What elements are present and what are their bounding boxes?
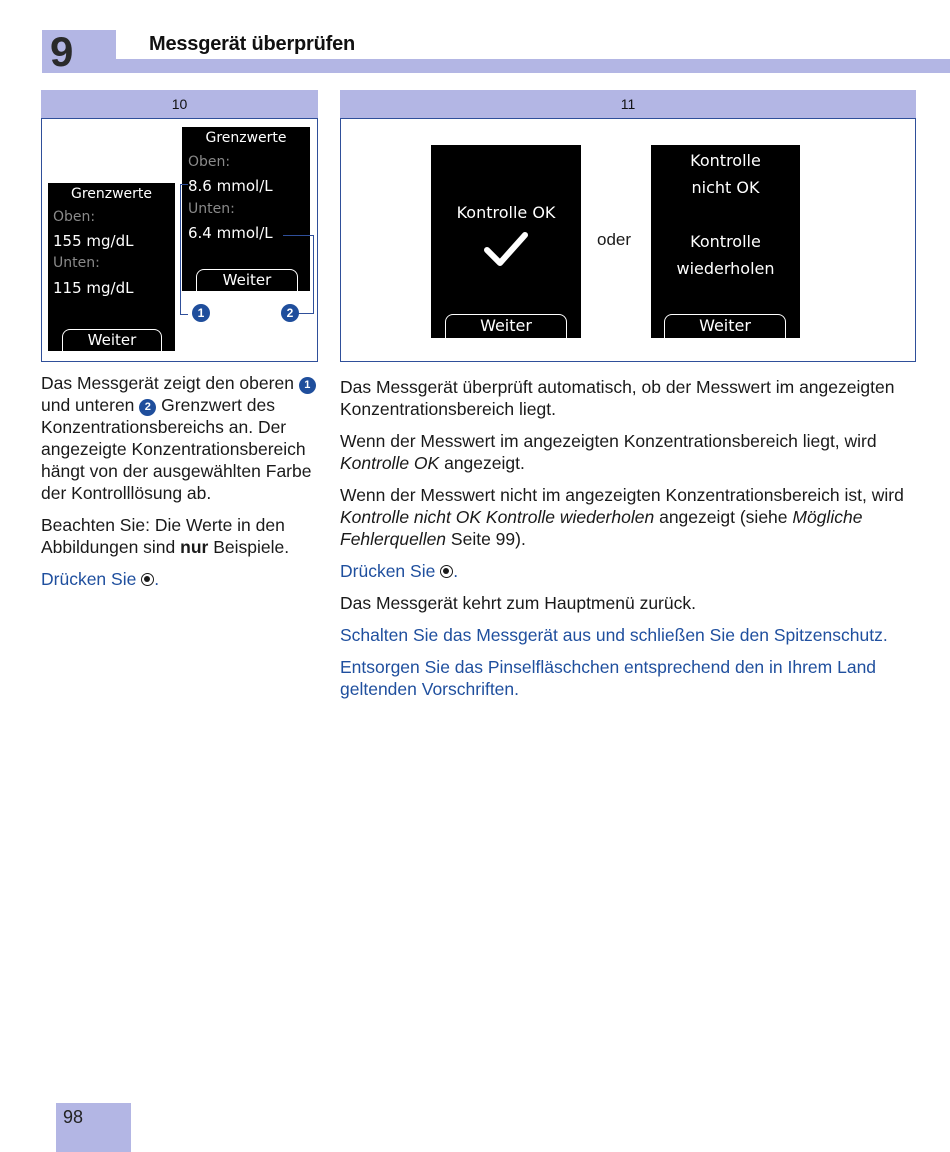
lower-limit-value: 6.4 mmol/L <box>188 224 273 242</box>
control-ok-text: Kontrolle OK <box>456 203 556 222</box>
fail-line-3: Kontrolle <box>690 232 761 251</box>
paragraph-not-ok: Wenn der Messwert nicht im angezeigten Konzentrationsbereich ist, wird Kontrolle nicht OK Kontrolle wiederholen angezeigt (siehe Mögliche Fehlerquellen Seite 99). <box>340 485 904 549</box>
callout-line-lower <box>283 235 314 314</box>
upper-limit-value: 155 mg/dL <box>53 232 134 250</box>
instruction-switch-off: Schalten Sie das Messgerät aus und schließen Sie den Spitzenschutz. <box>340 625 888 645</box>
figure-10-header <box>41 90 318 118</box>
callout-line-upper <box>180 184 188 315</box>
fail-line-2: nicht OK <box>691 178 760 197</box>
weiter-button[interactable]: Weiter <box>664 314 786 338</box>
paragraph-limits: Das Messgerät zeigt den oberen 1 und unteren 2 Grenzwert des Konzentrationsbereichs an. Der angezeigte Konzentrationsbereich hängt von der ausgewählten Farbe der Kontrolllösung ab. <box>41 372 318 504</box>
paragraph-note: Beachten Sie: Die Werte in den Abbildungen sind nur Beispiele. <box>41 515 290 557</box>
figure-11-number: 11 <box>620 96 636 112</box>
link-error-sources: Mögliche Fehlerquellen <box>340 507 863 549</box>
upper-limit-label: Oben: <box>53 209 96 225</box>
chapter-number: 9 <box>50 28 74 75</box>
button-icon <box>440 565 453 578</box>
screen-title: Grenzwerte <box>205 130 287 146</box>
instruction-press-button: Drücken Sie . <box>41 569 160 589</box>
callout-badge-2: 2 <box>281 304 299 322</box>
chapter-number-box <box>42 30 116 73</box>
page-number: 98 <box>63 1107 84 1127</box>
lower-limit-label: Unten: <box>53 255 100 271</box>
inline-badge-1: 1 <box>299 377 316 394</box>
or-label: oder <box>597 230 632 249</box>
weiter-button[interactable]: Weiter <box>196 269 298 291</box>
paragraph-main-menu: Das Messgerät kehrt zum Hauptmenü zurück. <box>340 593 696 613</box>
fail-line-4: wiederholen <box>676 259 775 278</box>
right-column-text <box>340 376 920 710</box>
callout-badge-1: 1 <box>192 304 210 322</box>
upper-limit-label: Oben: <box>188 154 231 170</box>
fail-line-1: Kontrolle <box>690 151 761 170</box>
figure-11-header <box>340 90 916 118</box>
paragraph-ok: Wenn der Messwert im angezeigten Konzentrationsbereich liegt, wird Kontrolle OK angezeigt. <box>340 431 877 473</box>
header-band <box>116 59 950 73</box>
upper-limit-value: 8.6 mmol/L <box>188 177 273 195</box>
paragraph-auto-check: Das Messgerät überprüft automatisch, ob der Messwert im angezeigten Konzentrationsbereich liegt. <box>340 377 895 419</box>
weiter-button[interactable]: Weiter <box>62 329 162 351</box>
meter-screen-mgdl <box>48 183 175 351</box>
instruction-press-button: Drücken Sie . <box>340 561 459 581</box>
figure-10-number: 10 <box>171 96 188 112</box>
meter-screen-control-fail <box>651 145 800 338</box>
instruction-dispose: Entsorgen Sie das Pinselfläschchen entsprechend den in Ihrem Land geltenden Vorschriften. <box>340 657 877 699</box>
page-title: Messgerät überprüfen <box>149 33 356 55</box>
lower-limit-label: Unten: <box>188 201 235 217</box>
inline-badge-2: 2 <box>139 399 156 416</box>
lower-limit-value: 115 mg/dL <box>53 279 134 297</box>
button-icon <box>141 573 154 586</box>
meter-screen-control-ok <box>431 145 581 338</box>
left-column-text <box>41 372 318 600</box>
weiter-button[interactable]: Weiter <box>445 314 567 338</box>
screen-title: Grenzwerte <box>70 186 153 202</box>
checkmark-icon <box>484 231 528 267</box>
